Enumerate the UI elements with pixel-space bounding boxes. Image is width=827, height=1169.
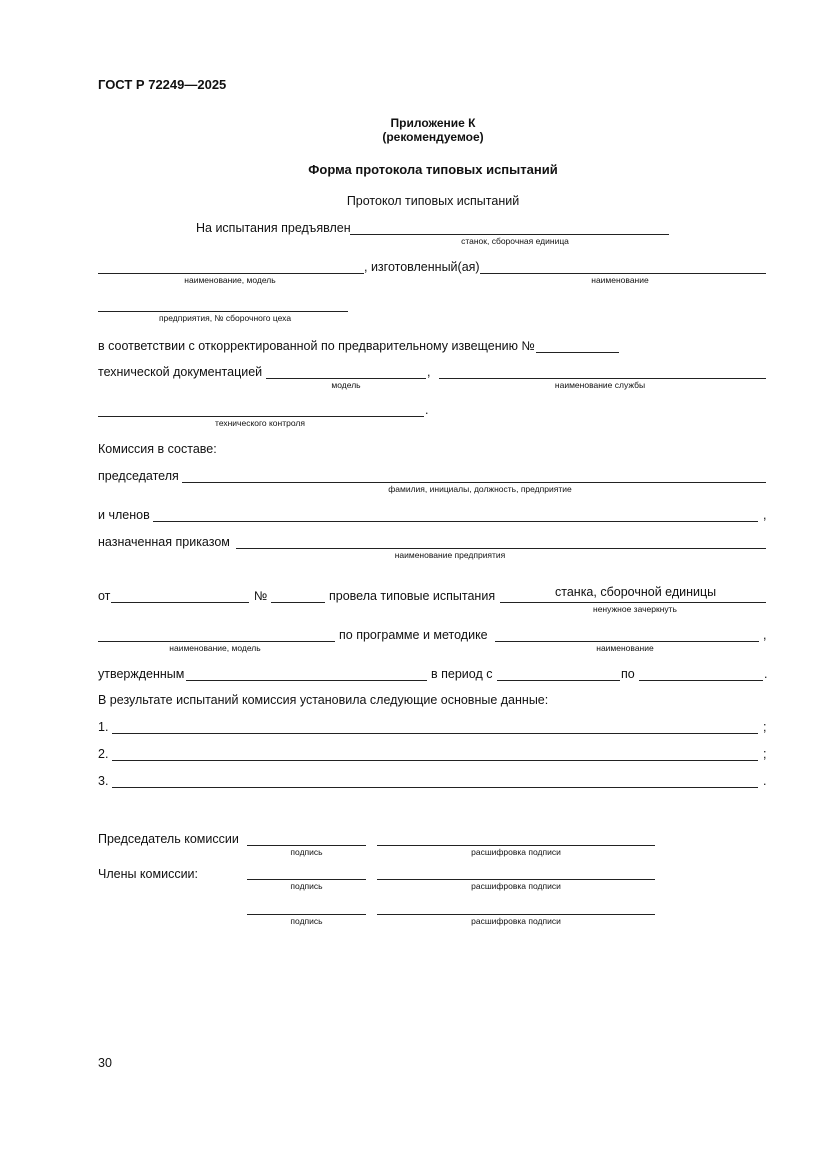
commission-label: Комиссия в составе: [98, 442, 217, 456]
order-field[interactable] [236, 548, 766, 549]
order-number-field[interactable] [271, 602, 325, 603]
program-label: по программе и методике [339, 628, 488, 642]
members-comma: , [763, 508, 767, 522]
machine-unit-value: станка, сборочной единицы [555, 585, 717, 599]
members-signature-label: Члены комиссии: [98, 867, 199, 881]
appointed-label: назначенная приказом [98, 535, 230, 549]
chairman-signature-label: Председатель комиссии [98, 832, 239, 846]
item-2-field[interactable] [112, 760, 758, 761]
chairman-label: председателя [98, 469, 179, 483]
hint-transcript-1: расшифровка подписи [471, 847, 561, 857]
order-date-field[interactable] [111, 602, 249, 603]
item-1-number: 1. [98, 720, 109, 734]
document-id: ГОСТ Р 72249—2025 [98, 77, 227, 92]
form-title: Форма протокола типовых испытаний [308, 162, 558, 177]
item-3-field[interactable] [112, 787, 758, 788]
manufacturer-field[interactable] [480, 273, 766, 274]
hint-person: фамилия, инициалы, должность, предприятие [388, 484, 572, 494]
annex-status: (рекомендуемое) [382, 130, 484, 144]
period-from-label: в период с [431, 667, 493, 681]
page-number: 30 [98, 1056, 112, 1070]
notice-number-field[interactable] [536, 352, 619, 353]
hint-name-model: наименование, модель [184, 275, 276, 285]
corrected-text: в соответствии с откорректированной по предварительному извещению № [98, 339, 535, 353]
service-name-field[interactable] [439, 378, 766, 379]
hint-signature-2: подпись [290, 881, 323, 891]
annex-title: Приложение К [390, 116, 476, 130]
member-1-signature-field[interactable] [247, 879, 366, 880]
protocol-title: Протокол типовых испытаний [346, 194, 520, 208]
program-name-field[interactable] [495, 641, 759, 642]
members-label: и членов [98, 508, 150, 522]
period-from-field[interactable] [497, 680, 620, 681]
hint-name-2: наименование [596, 643, 654, 653]
comma: , [427, 365, 431, 379]
hint-service-name: наименование службы [554, 380, 646, 390]
object-model-field[interactable] [98, 641, 335, 642]
chairman-field[interactable] [182, 482, 766, 483]
hint-name: наименование [591, 275, 649, 285]
model-field[interactable] [98, 273, 364, 274]
manufactured-label: , изготовленный(ая) [364, 260, 480, 274]
period-to-field[interactable] [639, 680, 763, 681]
item-3-end: . [763, 774, 767, 788]
chairman-signature-field[interactable] [247, 845, 366, 846]
item-1-end: ; [763, 720, 767, 734]
hint-machine-unit: станок, сборочная единица [461, 236, 569, 246]
hint-enterprise-name: наименование предприятия [394, 550, 506, 560]
enterprise-field[interactable] [98, 311, 348, 312]
tech-control-field[interactable] [98, 416, 424, 417]
presented-field[interactable] [350, 234, 669, 235]
program-comma: , [763, 628, 767, 642]
hint-signature-1: подпись [290, 847, 323, 857]
conducted-label: провела типовые испытания [329, 589, 496, 603]
number-label: № [254, 589, 268, 603]
from-label: от [98, 589, 111, 603]
hint-model: модель [331, 380, 361, 390]
item-2-number: 2. [98, 747, 109, 761]
techdoc-model-field[interactable] [266, 378, 426, 379]
approved-label: утвержденным [98, 667, 185, 681]
hint-transcript-3: расшифровка подписи [471, 916, 561, 926]
hint-tech-control: технического контроля [215, 418, 305, 428]
hint-name-model-2: наименование, модель [169, 643, 261, 653]
item-1-field[interactable] [112, 733, 758, 734]
approved-field[interactable] [186, 680, 427, 681]
period-to-label: по [621, 667, 635, 681]
techdoc-label: технической документацией [98, 365, 263, 379]
results-text: В результате испытаний комиссия установила следующие основные данные: [98, 693, 549, 707]
members-field[interactable] [153, 521, 758, 522]
chairman-transcript-field[interactable] [377, 845, 655, 846]
presented-label: На испытания предъявлен [196, 221, 351, 235]
tested-object-field[interactable] [500, 602, 766, 603]
period-end-mark: . [764, 667, 768, 681]
member-2-signature-field[interactable] [247, 914, 366, 915]
hint-strike: ненужное зачеркнуть [593, 604, 677, 614]
period-mark: . [425, 403, 429, 417]
item-2-end: ; [763, 747, 767, 761]
member-2-transcript-field[interactable] [377, 914, 655, 915]
item-3-number: 3. [98, 774, 109, 788]
member-1-transcript-field[interactable] [377, 879, 655, 880]
hint-transcript-2: расшифровка подписи [471, 881, 561, 891]
hint-enterprise: предприятия, № сборочного цеха [158, 313, 292, 323]
hint-signature-3: подпись [290, 916, 323, 926]
